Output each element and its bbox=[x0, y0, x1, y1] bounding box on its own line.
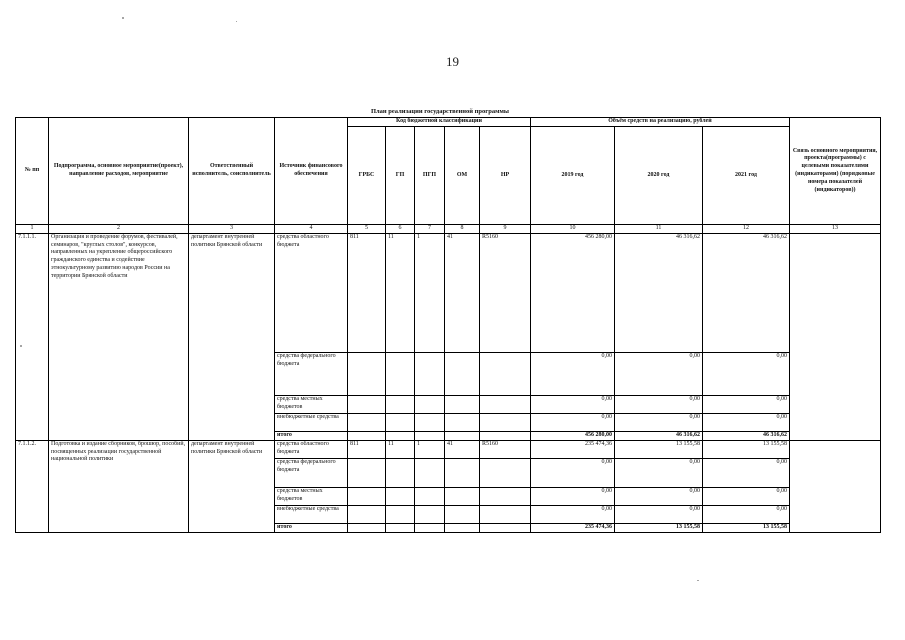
source-cell: итого bbox=[275, 431, 348, 440]
column-number: 13 bbox=[790, 225, 881, 234]
column-number: 9 bbox=[480, 225, 531, 234]
pgp-cell bbox=[415, 431, 445, 440]
pgp-cell bbox=[415, 505, 445, 523]
amount-2020: 46 316,62 bbox=[615, 233, 703, 352]
gp-cell bbox=[386, 431, 415, 440]
om-cell bbox=[445, 431, 480, 440]
amount-2021: 46 316,62 bbox=[703, 233, 790, 352]
grbs-cell bbox=[348, 505, 386, 523]
table-row bbox=[16, 233, 881, 352]
header-pgp: ПГП bbox=[415, 127, 445, 225]
gp-cell bbox=[386, 458, 415, 487]
om-cell bbox=[445, 458, 480, 487]
grbs-cell bbox=[348, 413, 386, 431]
header-2021: 2021 год bbox=[703, 127, 790, 225]
amount-2021: 13 155,58 bbox=[703, 440, 790, 458]
header-budget-code: Код бюджетной классификации bbox=[348, 118, 531, 127]
header-executor: Ответственный исполнитель, соисполнитель bbox=[189, 118, 275, 225]
om-cell bbox=[445, 487, 480, 505]
amount-2019: 0,00 bbox=[531, 395, 615, 413]
nr-cell bbox=[480, 352, 531, 395]
header-gp: ГП bbox=[386, 127, 415, 225]
scan-speck bbox=[697, 580, 699, 581]
source-cell: внебюджетные средства bbox=[275, 413, 348, 431]
grbs-cell: 811 bbox=[348, 440, 386, 458]
amount-2019: 0,00 bbox=[531, 413, 615, 431]
pgp-cell bbox=[415, 395, 445, 413]
grbs-cell bbox=[348, 523, 386, 532]
page-number: 19 bbox=[446, 54, 459, 69]
total-2019: 456 280,00 bbox=[531, 431, 615, 440]
item-program: Подготовка и издание сборников, брошюр, пособий, посвященных реализации государственной национальной политики bbox=[49, 440, 189, 532]
amount-2019: 0,00 bbox=[531, 487, 615, 505]
source-cell: средства местных бюджетов bbox=[275, 487, 348, 505]
header-nr: НР bbox=[480, 127, 531, 225]
total-2020: 46 316,62 bbox=[615, 431, 703, 440]
table-row bbox=[16, 440, 881, 458]
amount-2019: 0,00 bbox=[531, 458, 615, 487]
amount-2020: 0,00 bbox=[615, 395, 703, 413]
grbs-cell bbox=[348, 458, 386, 487]
pgp-cell bbox=[415, 458, 445, 487]
gp-cell: 11 bbox=[386, 440, 415, 458]
source-cell: средства местных бюджетов bbox=[275, 395, 348, 413]
om-cell: 41 bbox=[445, 440, 480, 458]
column-number: 2 bbox=[49, 225, 189, 234]
nr-cell bbox=[480, 431, 531, 440]
scan-speck bbox=[122, 17, 124, 19]
header-row bbox=[16, 118, 881, 127]
amount-2020: 0,00 bbox=[615, 487, 703, 505]
nr-cell bbox=[480, 523, 531, 532]
gp-cell bbox=[386, 413, 415, 431]
amount-2020: 0,00 bbox=[615, 413, 703, 431]
source-cell: внебюджетные средства bbox=[275, 505, 348, 523]
amount-2021: 0,00 bbox=[703, 487, 790, 505]
gp-cell bbox=[386, 352, 415, 395]
om-cell: 41 bbox=[445, 233, 480, 352]
amount-2021: 0,00 bbox=[703, 505, 790, 523]
gp-cell bbox=[386, 523, 415, 532]
link-cell bbox=[790, 440, 881, 532]
amount-2021: 0,00 bbox=[703, 413, 790, 431]
nr-cell bbox=[480, 505, 531, 523]
source-cell: средства федерального бюджета bbox=[275, 352, 348, 395]
column-number: 5 bbox=[348, 225, 386, 234]
grbs-cell: 811 bbox=[348, 233, 386, 352]
scan-speck bbox=[236, 21, 237, 22]
grbs-cell bbox=[348, 487, 386, 505]
header-source: Источник финансового обеспечения bbox=[275, 118, 348, 225]
column-number: 11 bbox=[615, 225, 703, 234]
source-cell: средства областного бюджета bbox=[275, 233, 348, 352]
pgp-cell: 1 bbox=[415, 233, 445, 352]
table-title: План реализации государственной программы bbox=[370, 108, 510, 115]
pgp-cell bbox=[415, 352, 445, 395]
grbs-cell bbox=[348, 352, 386, 395]
nr-cell bbox=[480, 487, 531, 505]
header-link: Связь основного мероприятия, проекта(программы) с целевыми показателями (индикаторами) (порядковые номера показателей (индикаторов)) bbox=[790, 118, 881, 225]
nr-cell bbox=[480, 395, 531, 413]
total-2021: 13 155,58 bbox=[703, 523, 790, 532]
amount-2020: 0,00 bbox=[615, 458, 703, 487]
column-number: 8 bbox=[445, 225, 480, 234]
header-num: № пп bbox=[16, 118, 49, 225]
column-number: 7 bbox=[415, 225, 445, 234]
header-om: ОМ bbox=[445, 127, 480, 225]
amount-2019: 0,00 bbox=[531, 352, 615, 395]
om-cell bbox=[445, 395, 480, 413]
column-number: 12 bbox=[703, 225, 790, 234]
source-cell: средства областного бюджета bbox=[275, 440, 348, 458]
header-program: Подпрограмма, основное мероприятие(проект), направление расходов, мероприятие bbox=[49, 118, 189, 225]
om-cell bbox=[445, 505, 480, 523]
link-cell bbox=[790, 233, 881, 440]
pgp-cell: 1 bbox=[415, 440, 445, 458]
column-number: 4 bbox=[275, 225, 348, 234]
amount-2019: 0,00 bbox=[531, 505, 615, 523]
amount-2020: 0,00 bbox=[615, 352, 703, 395]
om-cell bbox=[445, 523, 480, 532]
item-executor: департамент внутренней политики Брянской области bbox=[189, 440, 275, 532]
item-num: 7.1.1.1. bbox=[16, 233, 49, 440]
source-cell: итого bbox=[275, 523, 348, 532]
gp-cell: 11 bbox=[386, 233, 415, 352]
pgp-cell bbox=[415, 487, 445, 505]
amount-2020: 0,00 bbox=[615, 505, 703, 523]
item-num: 7.1.1.2. bbox=[16, 440, 49, 532]
grbs-cell bbox=[348, 395, 386, 413]
grbs-cell bbox=[348, 431, 386, 440]
header-funding-volume: Объём средств на реализацию, рублей bbox=[531, 118, 790, 127]
column-number: 6 bbox=[386, 225, 415, 234]
gp-cell bbox=[386, 487, 415, 505]
amount-2021: 0,00 bbox=[703, 458, 790, 487]
amount-2019: 235 474,36 bbox=[531, 440, 615, 458]
pgp-cell bbox=[415, 413, 445, 431]
total-2019: 235 474,36 bbox=[531, 523, 615, 532]
om-cell bbox=[445, 352, 480, 395]
item-program: Организация и проведение форумов, фестивалей, семинаров, "круглых столов", конкурсов, направленных на укрепление общероссийского гражданского единства и содействие этнокультурному развитию народов России на территории Брянской области bbox=[49, 233, 189, 440]
column-number: 1 bbox=[16, 225, 49, 234]
header-2019: 2019 год bbox=[531, 127, 615, 225]
om-cell bbox=[445, 413, 480, 431]
header-grbs: ГРБС bbox=[348, 127, 386, 225]
amount-2021: 0,00 bbox=[703, 395, 790, 413]
amount-2020: 13 155,58 bbox=[615, 440, 703, 458]
source-cell: средства федерального бюджета bbox=[275, 458, 348, 487]
nr-cell: R5160 bbox=[480, 440, 531, 458]
total-2020: 13 155,58 bbox=[615, 523, 703, 532]
column-number: 10 bbox=[531, 225, 615, 234]
pgp-cell bbox=[415, 523, 445, 532]
gp-cell bbox=[386, 395, 415, 413]
nr-cell bbox=[480, 458, 531, 487]
total-2021: 46 316,62 bbox=[703, 431, 790, 440]
header-2020: 2020 год bbox=[615, 127, 703, 225]
item-executor: департамент внутренней политики Брянской области bbox=[189, 233, 275, 440]
program-plan-table bbox=[15, 117, 881, 533]
column-number: 3 bbox=[189, 225, 275, 234]
amount-2019: 456 280,00 bbox=[531, 233, 615, 352]
amount-2021: 0,00 bbox=[703, 352, 790, 395]
nr-cell bbox=[480, 413, 531, 431]
nr-cell: R5160 bbox=[480, 233, 531, 352]
column-number-row bbox=[16, 225, 881, 234]
gp-cell bbox=[386, 505, 415, 523]
